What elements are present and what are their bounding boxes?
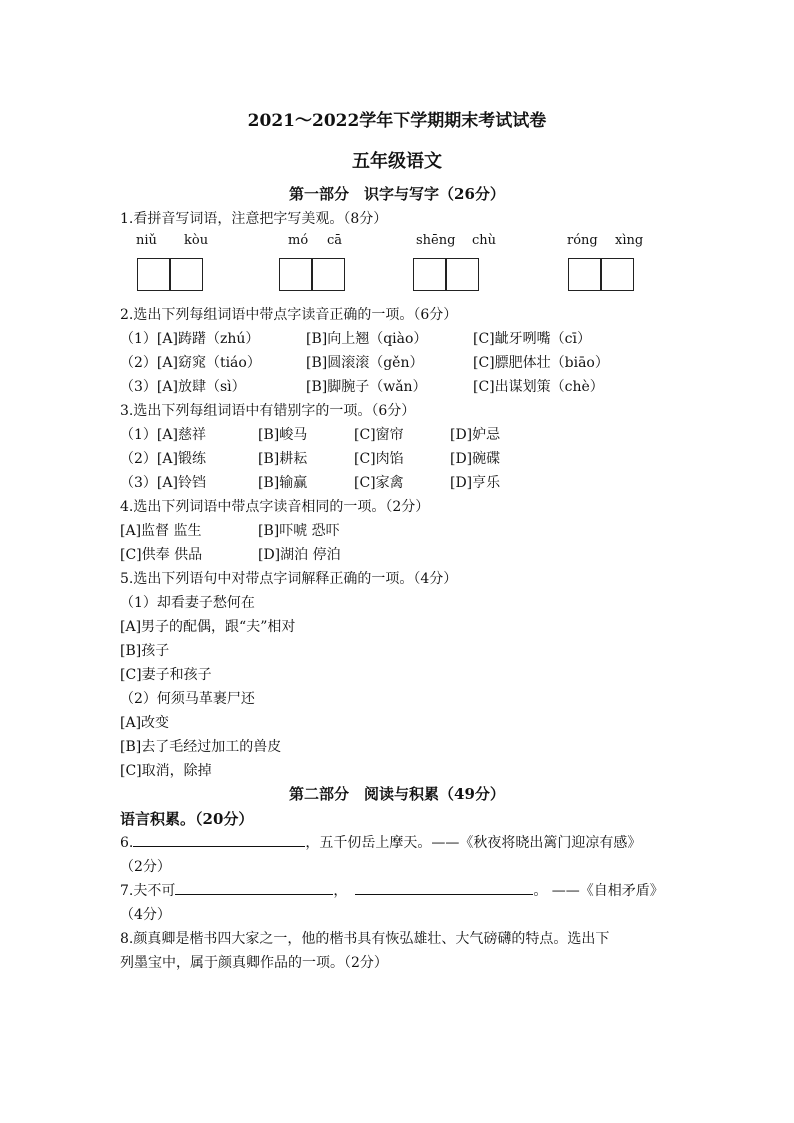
writing-box[interactable]: [601, 258, 634, 291]
writing-box[interactable]: [137, 258, 170, 291]
part2-heading: 第二部分 阅读与积累（49分）: [289, 785, 505, 803]
q2-option[interactable]: [C]龇牙咧嘴（cī）: [473, 331, 591, 347]
pinyin-2b: cā: [327, 233, 343, 248]
q3-option[interactable]: （2）[A]锻练: [120, 451, 206, 467]
q3-option[interactable]: [D]碗碟: [450, 451, 501, 467]
q2-option[interactable]: [B]圆滚滚（gěn）: [306, 355, 424, 371]
q7-separator: ，: [333, 883, 348, 899]
q5-option[interactable]: [C]取消，除掉: [120, 763, 212, 779]
q6-number: 6.: [120, 835, 134, 851]
writing-box[interactable]: [170, 258, 203, 291]
q5-option[interactable]: [C]妻子和孩子: [120, 667, 212, 683]
q3-option[interactable]: （3）[A]铃铛: [120, 475, 206, 491]
pinyin-4b: xìng: [615, 233, 644, 248]
q7-line: [120, 880, 664, 900]
q7-blank-2[interactable]: [355, 880, 533, 895]
q5-option[interactable]: [B]去了毛经过加工的兽皮: [120, 739, 282, 755]
q6-line: [120, 832, 641, 852]
q4-option[interactable]: [A]监督 监生: [120, 523, 202, 539]
q2-option[interactable]: [C]出谋划策（chè）: [473, 379, 604, 395]
q6-text: ，五千仞岳上摩天。——《秋夜将晓出篱门迎凉有感》: [305, 835, 642, 851]
pinyin-4a: róng: [567, 233, 598, 248]
q5-option[interactable]: [A]改变: [120, 715, 170, 731]
exam-subtitle: 五年级语文: [352, 151, 442, 172]
q3-option[interactable]: [B]输赢: [258, 475, 308, 491]
q3-option[interactable]: [B]耕耘: [258, 451, 308, 467]
q8-stem-line1: 8.颜真卿是楷书四大家之一，他的楷书具有恢弘雄壮、大气磅礴的特点。选出下: [120, 931, 610, 947]
q3-option[interactable]: [D]妒忌: [450, 427, 501, 443]
pinyin-3a: shēng: [416, 233, 456, 248]
q3-option[interactable]: [C]家禽: [354, 475, 404, 491]
q3-stem: 3.选出下列每组词语中有错别字的一项。（6分）: [120, 403, 416, 419]
q3-option[interactable]: （1）[A]慈祥: [120, 427, 206, 443]
exam-title: 2021～2022学年下学期期末考试试卷: [247, 111, 547, 131]
q2-option[interactable]: （3）[A]放肆（sì）: [120, 379, 246, 395]
writing-box[interactable]: [568, 258, 601, 291]
q6-blank[interactable]: [133, 832, 305, 847]
q3-option[interactable]: [C]窗帘: [354, 427, 404, 443]
q4-stem: 4.选出下列词语中带点字读音相同的一项。（2分）: [120, 499, 430, 515]
pinyin-1a: niǔ: [136, 233, 157, 248]
q2-stem: 2.选出下列每组词语中带点字读音正确的一项。（6分）: [120, 307, 458, 323]
q3-option[interactable]: [B]峻马: [258, 427, 308, 443]
writing-box[interactable]: [279, 258, 312, 291]
pinyin-2a: mó: [288, 233, 309, 248]
q3-option[interactable]: [C]肉馅: [354, 451, 404, 467]
q7-score: （4分）: [120, 907, 171, 923]
q4-option[interactable]: [D]湖泊 停泊: [258, 547, 341, 563]
q7-source: 。 ——《自相矛盾》: [533, 883, 664, 899]
q2-option[interactable]: [B]脚腕子（wǎn）: [306, 379, 427, 395]
q1-stem: 1.看拼音写词语，注意把字写美观。（8分）: [120, 211, 388, 227]
q4-option[interactable]: [C]供奉 供品: [120, 547, 203, 563]
q5-stem: 5.选出下列语句中对带点字词解释正确的一项。（4分）: [120, 571, 458, 587]
q7-prefix: 7.夫不可: [120, 883, 176, 899]
q5-option[interactable]: [B]孩子: [120, 643, 170, 659]
q5-subquestion: （1）却看妻子愁何在: [120, 595, 255, 611]
writing-box[interactable]: [413, 258, 446, 291]
writing-box[interactable]: [446, 258, 479, 291]
q2-option[interactable]: （1）[A]踌躇（zhú）: [120, 331, 260, 347]
q4-option[interactable]: [B]吓唬 恐吓: [258, 523, 340, 539]
q6-score: （2分）: [120, 859, 171, 875]
q7-blank-1[interactable]: [175, 880, 333, 895]
q3-option[interactable]: [D]亨乐: [450, 475, 501, 491]
pinyin-1b: kòu: [184, 233, 209, 248]
part1-heading: 第一部分 识字与写字（26分）: [289, 185, 505, 203]
q2-option[interactable]: （2）[A]窈窕（tiáo）: [120, 355, 261, 371]
q2-option[interactable]: [B]向上翘（qiào）: [306, 331, 428, 347]
pinyin-3b: chù: [472, 233, 497, 248]
q5-option[interactable]: [A]男子的配偶，跟“夫”相对: [120, 619, 296, 635]
section-heading: 语言积累。（20分）: [120, 810, 254, 828]
writing-box[interactable]: [312, 258, 345, 291]
q2-option[interactable]: [C]膘肥体壮（biāo）: [473, 355, 609, 371]
q8-stem-line2: 列墨宝中，属于颜真卿作品的一项。（2分）: [120, 955, 388, 971]
q5-subquestion: （2）何须马革裹尸还: [120, 691, 255, 707]
